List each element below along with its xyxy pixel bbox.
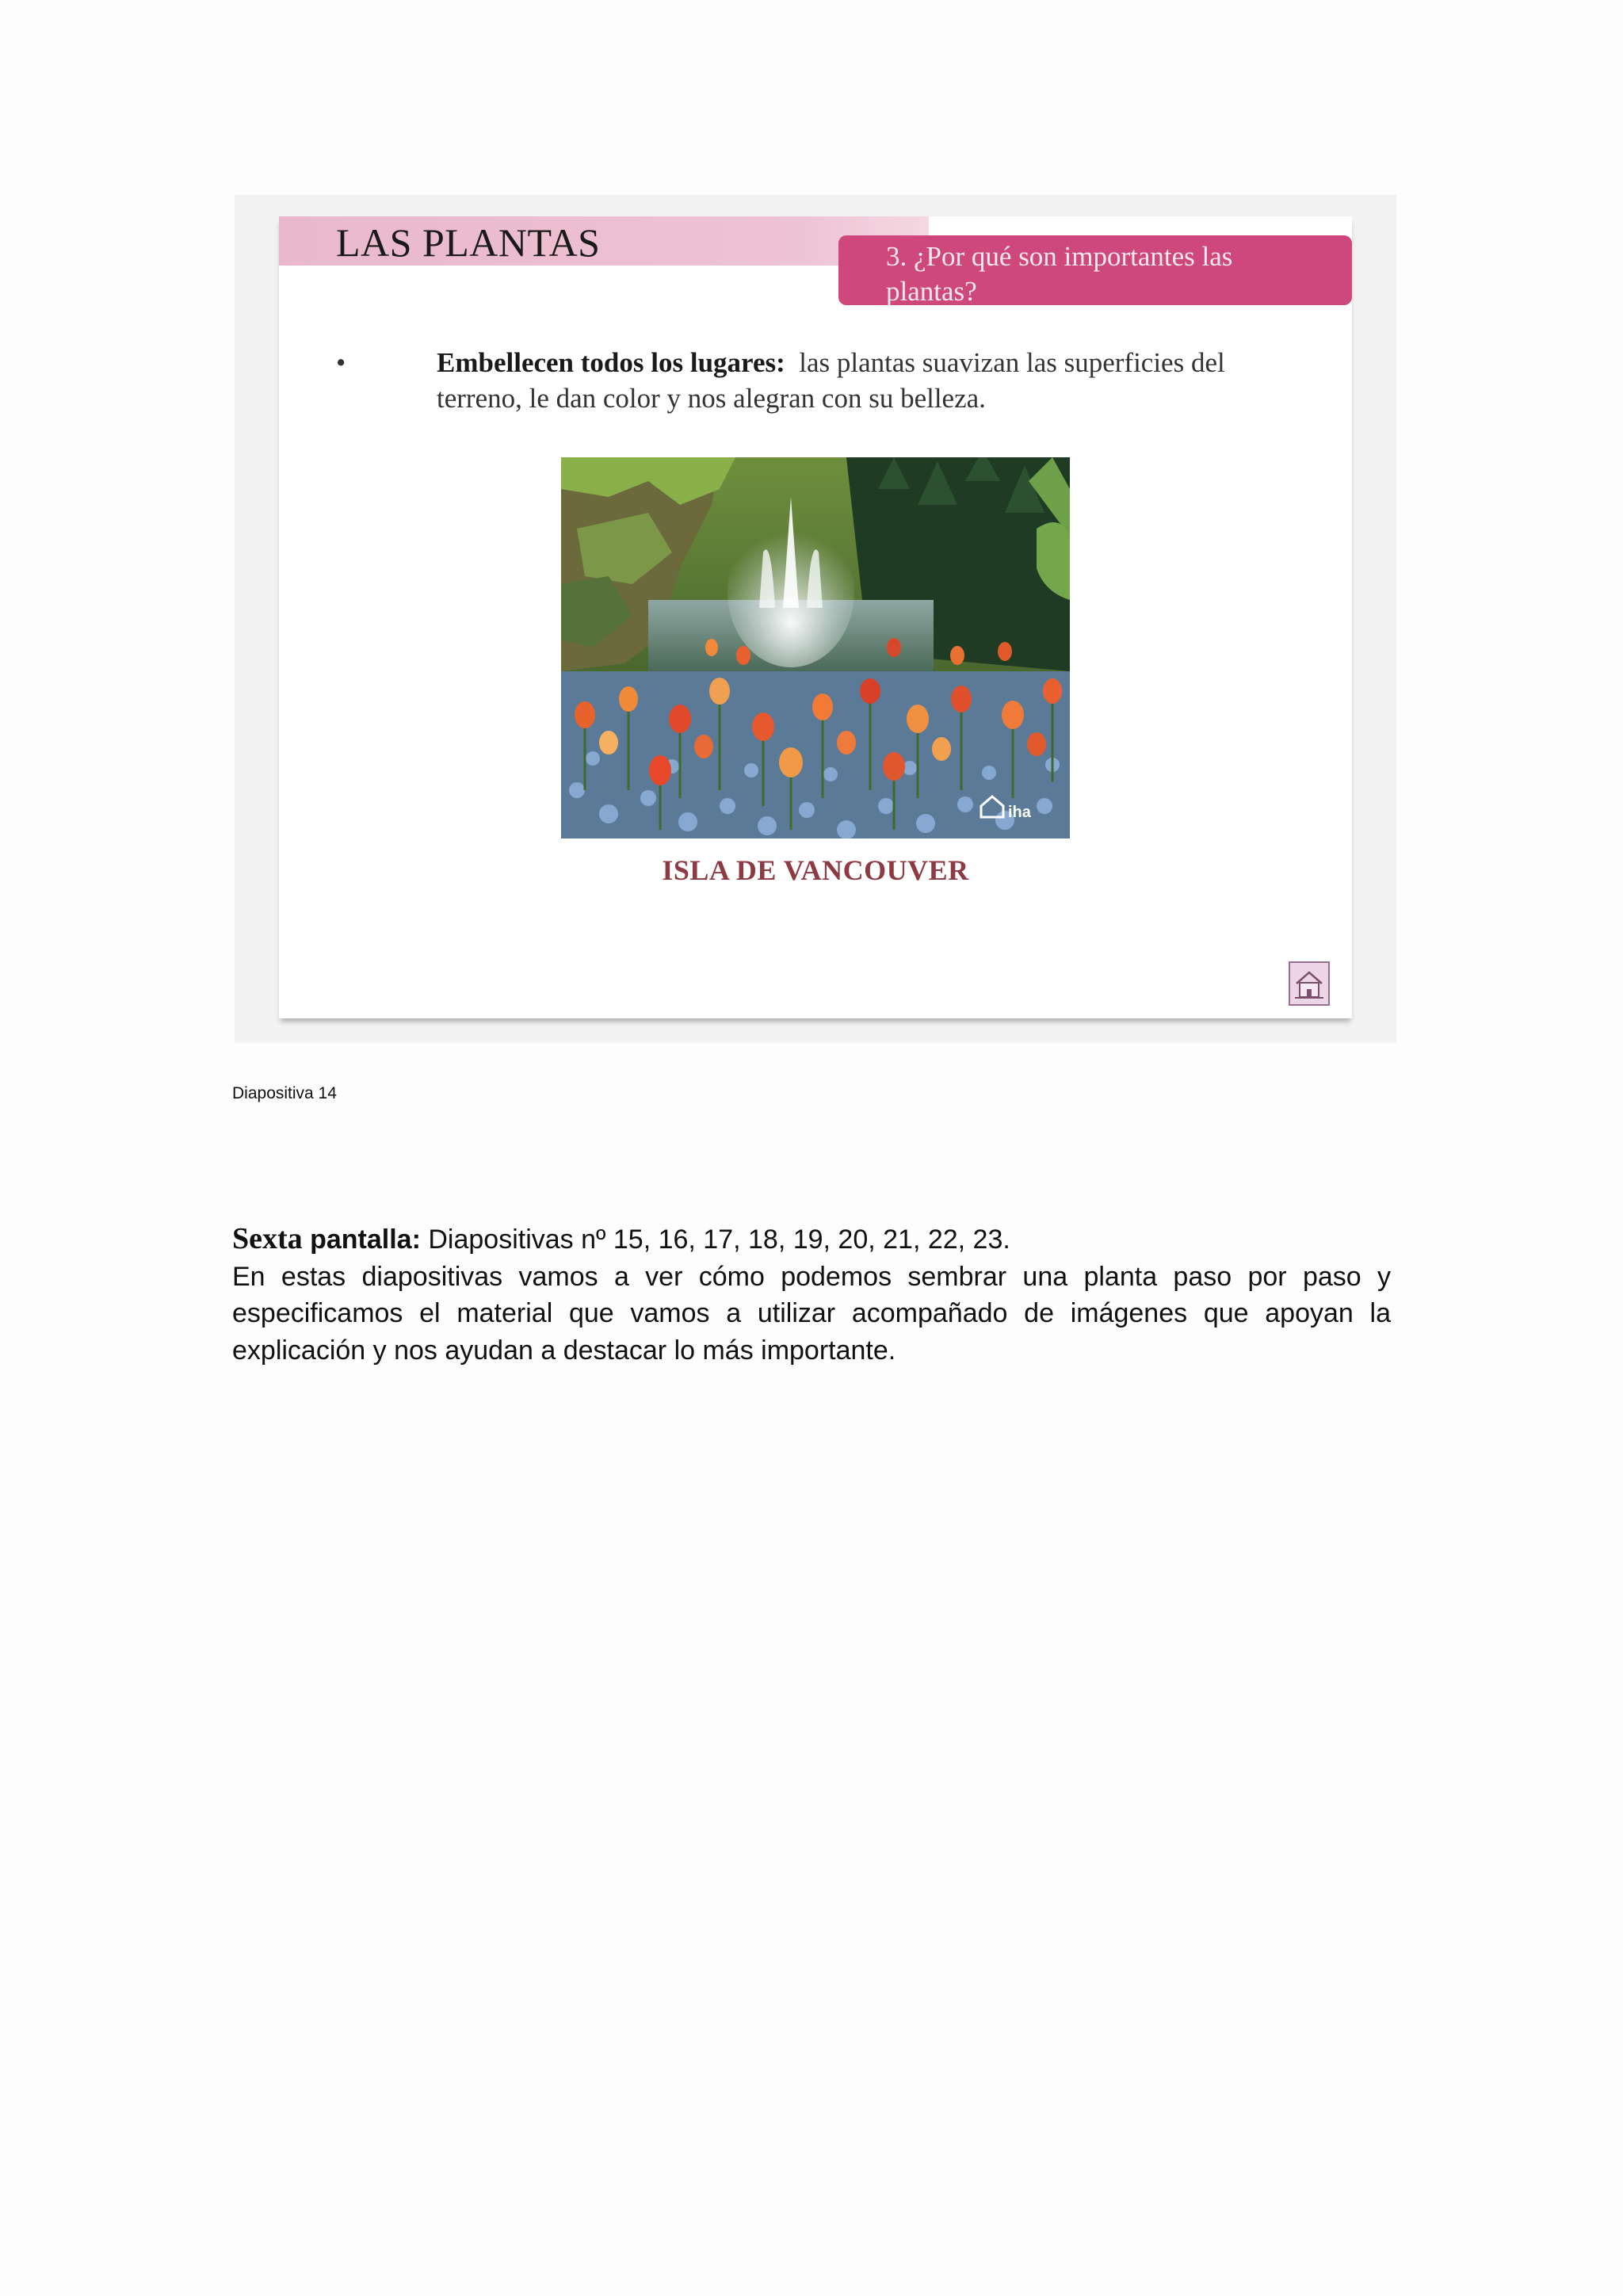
paragraph-line-2: especificamos el material que vamos a utilizar acompañado de imágenes que apoyan la [232, 1298, 1391, 1328]
home-icon [1290, 963, 1328, 1004]
home-button[interactable] [1289, 961, 1330, 1006]
heading-label: pantalla: [302, 1224, 421, 1255]
description-paragraph [232, 1221, 1391, 1369]
section-label: 3. ¿Por qué son importantes las plantas? [886, 241, 1233, 307]
slide-number-label: Diapositiva 14 [232, 1084, 337, 1102]
slide-frame [235, 195, 1396, 1043]
bullet-text: las plantas suavizan las superficies del terreno, le dan color y nos alegran con su belleza. [437, 347, 1225, 414]
bullet-bold-text: Embellecen todos los lugares: [437, 347, 785, 378]
section-heading [232, 1221, 1391, 1259]
paragraph-line-3: explicación y nos ayudan a destacar lo más importante. [232, 1335, 896, 1366]
photo-caption: ISLA DE VANCOUVER [662, 854, 969, 886]
heading-word: Sexta [232, 1222, 303, 1255]
svg-text:iha: iha [1008, 804, 1031, 821]
paragraph-line-1: En estas diapositivas vamos a ver cómo podemos sembrar una planta paso por paso y [232, 1261, 1391, 1292]
section-label-box [838, 235, 1352, 305]
bullet-paragraph [437, 345, 1300, 416]
slide [279, 216, 1352, 1018]
bullet-symbol: • [336, 347, 346, 378]
garden-photo-illustration [561, 457, 1070, 839]
heading-slides: Diapositivas nº 15, 16, 17, 18, 19, 20, 21, 22, 23. [420, 1224, 1010, 1255]
garden-photo [561, 457, 1070, 839]
slide-title: LAS PLANTAS [336, 220, 601, 265]
